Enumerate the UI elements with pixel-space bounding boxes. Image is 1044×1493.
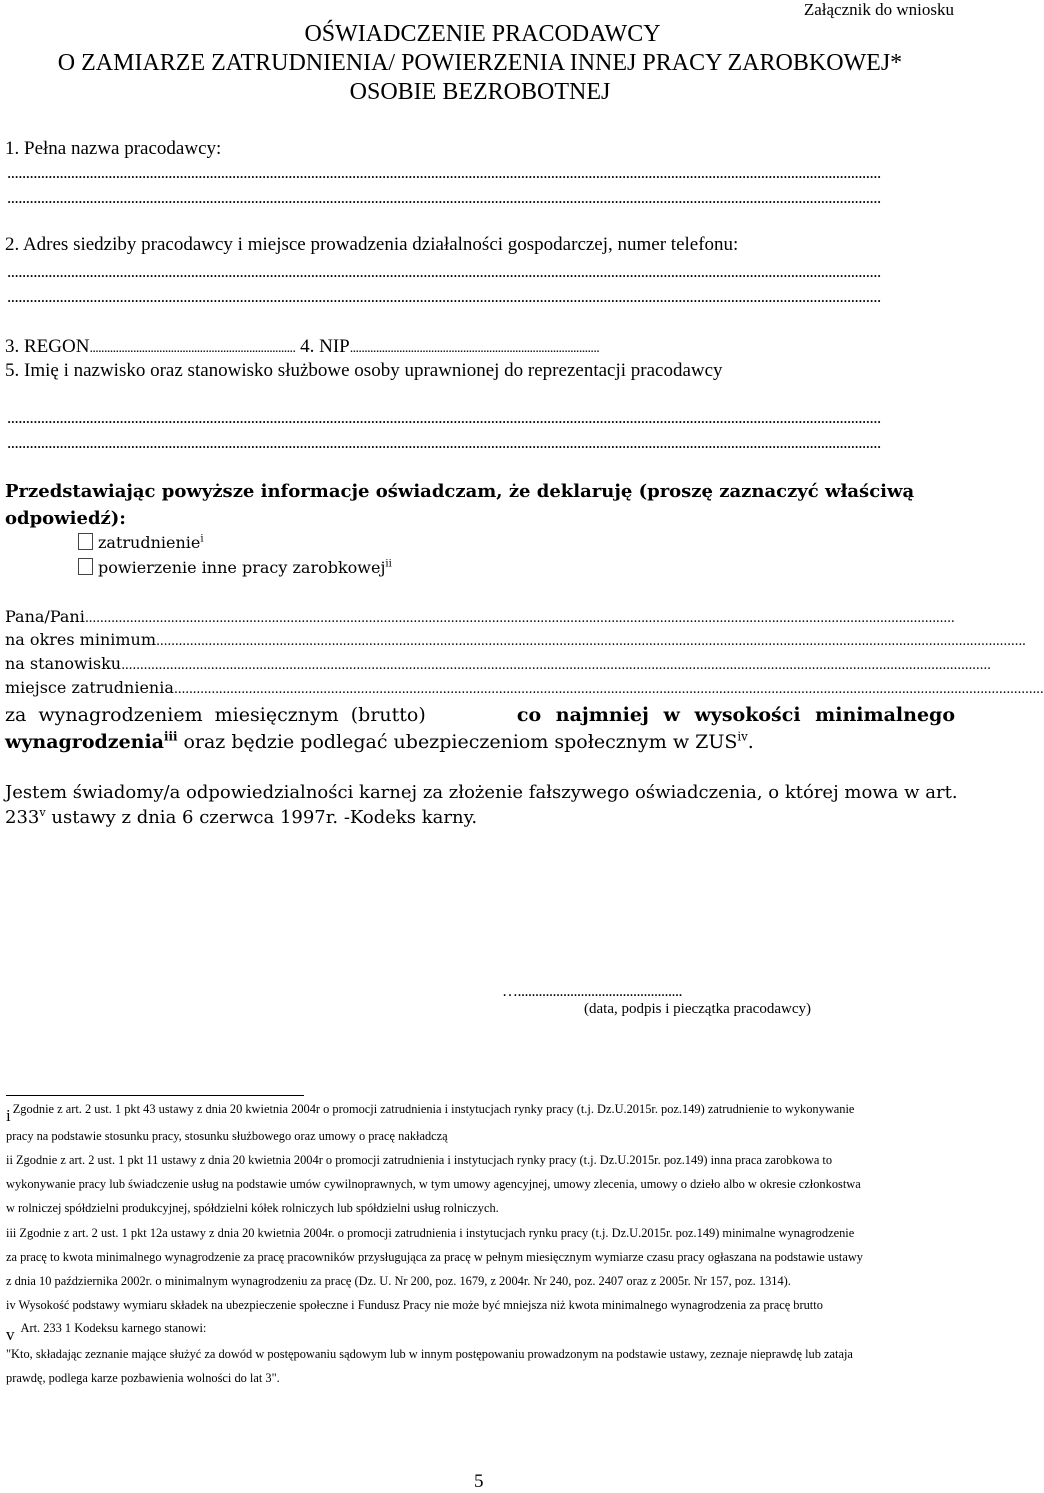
salary-line-1-a: za wynagrodzeniem miesięcznym (brutto)	[5, 704, 426, 726]
option-employment-label: zatrudnienie	[98, 533, 201, 552]
document-title	[0, 20, 960, 107]
employer-address-field-2[interactable]: .........................................................................................................................................................................................................................................	[7, 287, 881, 306]
position-label: na stanowisku	[5, 654, 122, 673]
page-number: 5	[474, 1471, 484, 1492]
footnote-v-text: Art. 233 1 Kodeksu karnego stanowi:	[20, 1321, 207, 1335]
representative-field-2[interactable]: .........................................................................................................................................................................................................................................	[7, 433, 881, 452]
responsibility-line-2-b: ustawy z dnia 6 czerwca 1997r. -Kodeks karny.	[45, 807, 478, 828]
footnote-ref-i: i	[200, 533, 204, 545]
salary-line-1-b: co najmniej w wysokości minimalnego	[516, 704, 955, 726]
footnote-ref-iii: iii	[164, 729, 178, 744]
footnote-i-line-1	[6, 1102, 854, 1126]
checkbox-employment[interactable]	[78, 533, 93, 550]
footnote-i-line-2: pracy na podstawie stosunku pracy, stosunku służbowego oraz umowy o pracę nakładczą	[6, 1129, 448, 1143]
footnote-v-line-1	[6, 1321, 206, 1345]
footnote-ii-line-2: wykonywanie pracy lub świadczenie usług na podstawie umów cywilnoprawnych, w tym umowy agencyjnej, umowy zlecenia, umowy o dzieło albo w okresie członkostwa	[6, 1177, 861, 1191]
salary-line-2-c: .	[747, 731, 754, 753]
nip-label: 4. NIP	[300, 336, 350, 357]
employer-address-label: 2. Adres siedziby pracodawcy i miejsce prowadzenia działalności gospodarczej, numer telefonu:	[5, 234, 739, 255]
declaration-intro-line-2: odpowiedź):	[5, 508, 126, 529]
attachment-note: Załącznik do wniosku	[803, 0, 954, 19]
pana-pani-label: Pana/Pani	[5, 607, 85, 626]
option-other-work-label: powierzenie inne pracy zarobkowej	[98, 558, 386, 577]
signature-caption: (data, podpis i pieczątka pracodawcy)	[584, 1001, 811, 1017]
responsibility-line-1: Jestem świadomy/a odpowiedzialności karnej za złożenie fałszywego oświadczenia, o której mowa w art.	[5, 782, 958, 803]
footnote-ref-ii: ii	[385, 558, 392, 570]
footnote-iii-line-1: iii Zgodnie z art. 2 ust. 1 pkt 12a ustawy z dnia 20 kwietnia 2004r. o promocji zatrudnienia i instytucjach rynku pracy (t.j. Dz.U.2015r. poz.149) minimalne wynagrodzenie	[6, 1226, 855, 1240]
position-field[interactable]: .........................................................................................................................................................................................................................................	[121, 658, 991, 673]
title-line-3: OSOBIE BEZROBOTNEJ	[349, 79, 611, 105]
footnote-v-line-3: prawdę, podlega karze pozbawienia wolności do lat 3".	[6, 1371, 280, 1385]
representative-label: 5. Imię i nazwisko oraz stanowisko służbowe osoby uprawnionej do reprezentacji pracodawcy	[5, 360, 723, 381]
footnote-iii-line-3: z dnia 10 października 2002r. o minimalnym wynagrodzeniu za pracę (Dz. U. Nr 200, poz. 1679, z 2004r. Nr 240, poz. 2407 oraz z 2005r. Nr 157, poz. 1314).	[6, 1274, 791, 1288]
footnote-ii-line-3: w rolniczej spółdzielni produkcyjnej, spółdzielni kółek rolniczych lub spółdzielni usług rolniczych.	[6, 1201, 499, 1215]
employer-name-field-1[interactable]: .........................................................................................................................................................................................................................................	[7, 163, 881, 182]
salary-line-2-a: wynagrodzenia	[5, 731, 164, 753]
option-other-work[interactable]	[78, 558, 392, 577]
checkbox-other-work[interactable]	[78, 558, 93, 575]
salary-line-1	[5, 704, 955, 726]
regon-field[interactable]: .......................................................................	[89, 341, 296, 356]
option-employment[interactable]	[78, 533, 204, 552]
pana-pani-row	[5, 607, 953, 626]
footnote-iv-line-1: iv Wysokość podstawy wymiaru składek na ubezpieczenie społeczne i Fundusz Pracy nie może być mniejsza niż kwota minimalnego wynagrodzenia za pracę brutto	[6, 1298, 823, 1312]
responsibility-line-2	[5, 807, 477, 828]
employer-address-field-1[interactable]: .........................................................................................................................................................................................................................................	[7, 262, 881, 281]
period-field[interactable]: .........................................................................................................................................................................................................................................	[156, 634, 1026, 649]
workplace-row	[5, 678, 1044, 697]
salary-line-2-b: oraz będzie podlegać ubezpieczeniom społecznym w ZUS	[177, 731, 738, 753]
signature-field[interactable]: …...............................................	[502, 983, 682, 1000]
footnote-ii-line-1: ii Zgodnie z art. 2 ust. 1 pkt 11 ustawy z dnia 20 kwietnia 2004r o promocji zatrudnienia i instytucjach rynky pracy (t.j. Dz.U.2015r. poz.149) inna praca zarobkowa to	[6, 1153, 833, 1167]
nip-field[interactable]: ......................................................................................	[349, 341, 600, 356]
regon-label: 3. REGON	[5, 336, 90, 357]
title-line-1: OŚWIADCZENIE PRACODAWCY	[304, 21, 661, 47]
representative-field-1[interactable]: .........................................................................................................................................................................................................................................	[7, 408, 881, 427]
salary-line-2	[5, 731, 754, 753]
footnote-v-line-2: "Kto, składając zeznanie mające służyć za dowód w postępowaniu sądowym lub w innym postępowaniu prowadzonym na podstawie ustawy, zeznaje nieprawdę lub zataja	[6, 1347, 853, 1361]
footnote-i-mark: i	[6, 1106, 11, 1125]
workplace-field[interactable]: .........................................................................................................................................................................................................................................	[173, 682, 1044, 697]
title-line-2: O ZAMIARZE ZATRUDNIENIA/ POWIERZENIA INNEJ PRACY ZAROBKOWEJ*	[57, 50, 903, 76]
footnote-iii-line-2: za pracę to kwota minimalnego wynagrodzenie za pracę pracowników przysługująca za pracę w pełnym miesięcznym wymiarze czasu pracy ogłaszana na podstawie ustawy	[6, 1250, 863, 1264]
footnote-separator	[6, 1095, 304, 1096]
position-row	[5, 654, 991, 673]
footnote-ref-v: v	[39, 806, 46, 819]
period-label: na okres minimum	[5, 630, 157, 649]
footnote-ref-iv: iv	[737, 729, 748, 744]
regon-nip-row	[5, 336, 599, 358]
footnote-v-mark: v	[6, 1325, 15, 1344]
employer-name-field-2[interactable]: .........................................................................................................................................................................................................................................	[7, 188, 881, 207]
footnote-i-text: Zgodnie z art. 2 ust. 1 pkt 43 ustawy z dnia 20 kwietnia 2004r o promocji zatrudnienia i instytucjach rynky pracy (t.j. Dz.U.2015r. poz.149) zatrudnienie to wykonywanie	[12, 1102, 855, 1116]
declaration-intro-line-1: Przedstawiając powyższe informacje oświadczam, że deklaruję (proszę zaznaczyć właściwą	[5, 481, 915, 502]
period-row	[5, 630, 1026, 649]
workplace-label: miejsce zatrudnienia	[5, 678, 174, 697]
pana-pani-field[interactable]: .........................................................................................................................................................................................................................................	[84, 611, 955, 626]
responsibility-line-2-a: 233	[5, 807, 40, 828]
employer-name-label: 1. Pełna nazwa pracodawcy:	[5, 138, 222, 159]
